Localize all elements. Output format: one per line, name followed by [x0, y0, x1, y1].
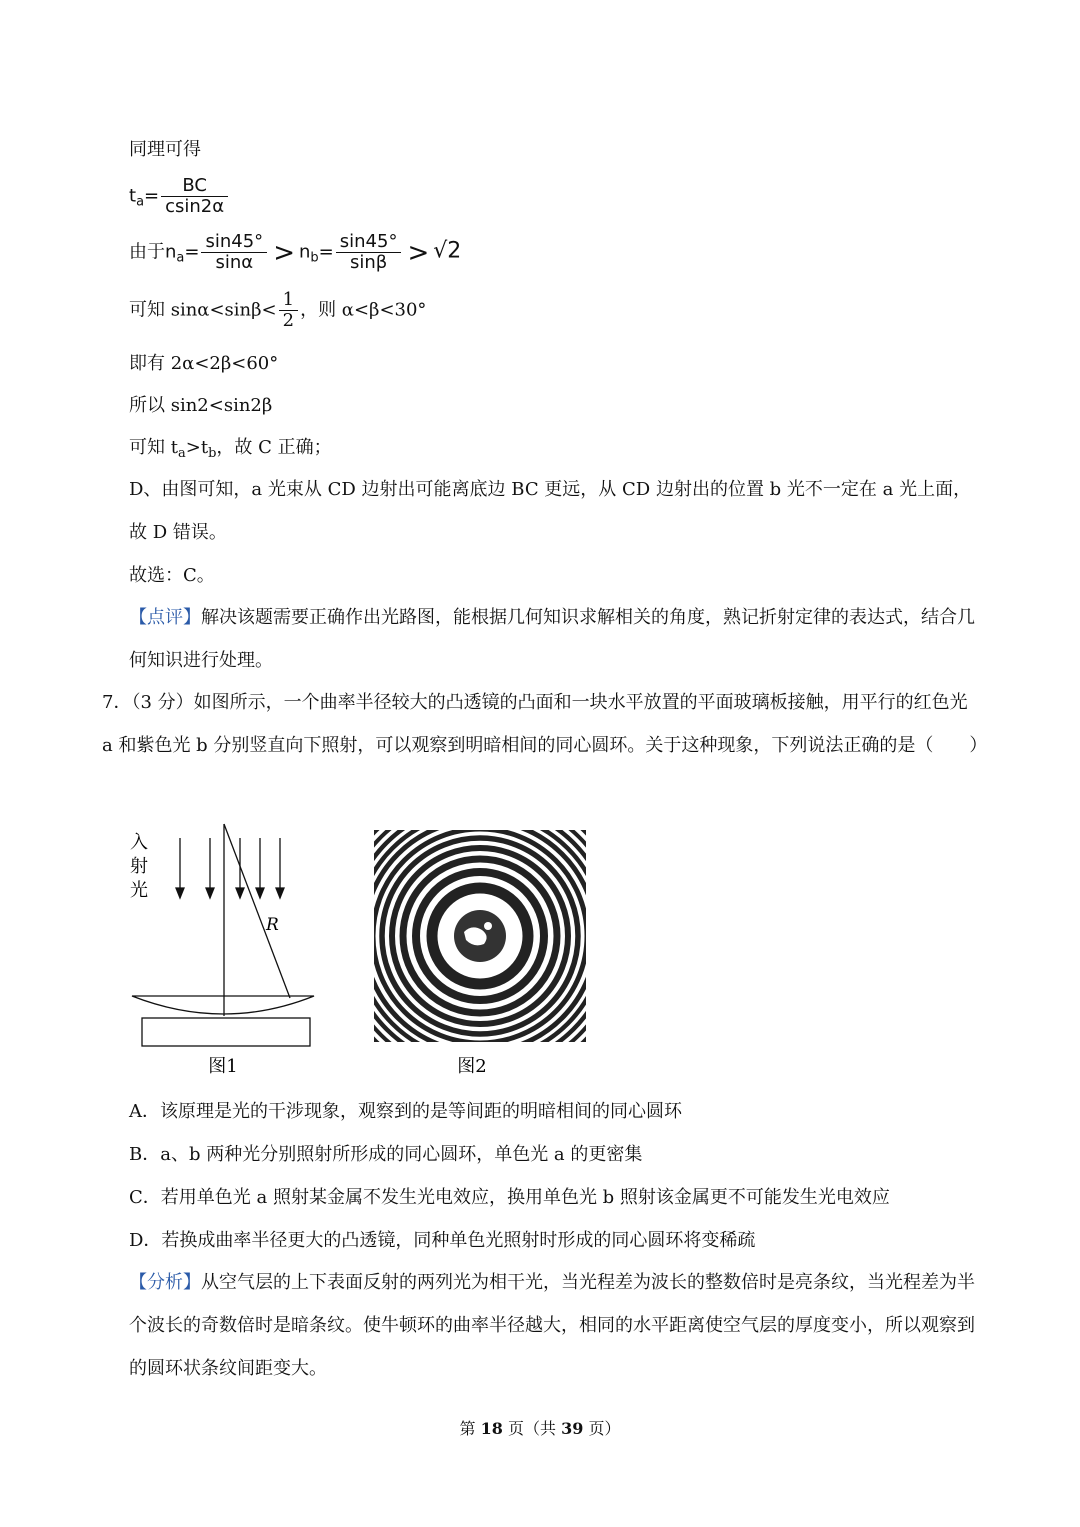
total-page-count: 39 [561, 1419, 584, 1438]
nb-fraction [336, 232, 402, 273]
na-denominator: sinα [215, 252, 254, 273]
figure-2-caption: 图2 [457, 1056, 487, 1077]
ta-symbol: t [129, 185, 137, 207]
incident-arrows [176, 838, 284, 898]
half-denominator: 2 [282, 310, 295, 331]
option-b: B．a、b 两种光分别照射所形成的同心圆环，单色光 a 的更密集 [129, 1144, 643, 1165]
comment-text: 解决该题需要正确作出光路图，能根据几何知识求解相关的角度，熟记折射定律的表达式，结合几何知识进行处理。 [129, 607, 975, 671]
text-line-5: 即有 2α<2β<60° [129, 353, 279, 374]
option-d: D．若换成曲率半径更大的凸透镜，同种单色光照射时形成的同心圆环将变稀疏 [129, 1230, 756, 1251]
page-footer [0, 1416, 1080, 1439]
nb-numerator: sin45° [336, 232, 402, 253]
na-fraction [201, 232, 267, 273]
na-subscript: a [176, 250, 185, 266]
figure-1-caption: 图1 [208, 1056, 238, 1077]
footer-prefix: 第 [459, 1419, 476, 1438]
greater-than-2: > [407, 237, 430, 268]
incident-label-3: 光 [130, 880, 148, 901]
line7-suffix: ，故 C 正确； [216, 437, 332, 458]
half-fraction [279, 290, 298, 331]
line4-suffix: ，则 α<β<30° [300, 299, 427, 321]
comment-paragraph [129, 596, 989, 682]
line7-mid: >t [185, 437, 209, 458]
formula-prefix: 由于 [129, 241, 165, 263]
question-number: 7． [102, 692, 132, 713]
current-page-number: 18 [480, 1419, 503, 1438]
comment-tag: 【点评】 [129, 607, 201, 628]
incident-label-1: 入 [130, 832, 148, 853]
formula-refraction: 由于$n_a=$ $\frac{\sin 45^\circ}{\sin\alpha}$ > $n_b=$ $\frac{\sin 45^\circ}{\sin\beta}$ > √2 [129, 231, 462, 273]
text-line-1: 同理可得 [129, 139, 201, 160]
glass-plate [142, 1018, 310, 1046]
ta-denominator: csin2α [165, 196, 225, 217]
na-numerator: sin45° [201, 232, 267, 253]
analysis-tag: 【分析】 [129, 1272, 201, 1293]
text-line-6: 所以 sin2<sin2β [129, 395, 273, 416]
formula-ta [129, 176, 230, 217]
line7-prefix: 可知 t [129, 437, 178, 458]
ta-equals: = [144, 185, 160, 207]
text-line-4 [129, 290, 426, 331]
question-text: （3 分）如图所示，一个曲率半径较大的凸透镜的凸面和一块水平放置的平面玻璃板接触，用平行的红色光 a 和紫色光 b 分别竖直向下照射，可以观察到明暗相间的同心圆环。关于这种现象，下列说法正确的是（ ） [102, 692, 988, 756]
analysis-text: 从空气层的上下表面反射的两列光为相干光，当光程差为波长的整数倍时是亮条纹，当光程差为半个波长的奇数倍时是暗条纹。使牛顿环的曲率半径越大，相同的水平距离使空气层的厚度变小，所以观察到的圆环状条纹间距变大。 [129, 1272, 975, 1379]
rings-pattern [372, 828, 588, 1080]
question-7 [102, 681, 988, 767]
na-symbol: n [165, 241, 177, 263]
sqrt-two: √2 [433, 238, 462, 264]
incident-label-2: 射 [130, 856, 148, 877]
option-c: C．若用单色光 a 照射某金属不发生光电效应，换用单色光 b 照射该金属更不可能发生光电效应 [129, 1187, 890, 1208]
figure-2-newton-rings [372, 828, 588, 1080]
text-line-9: 故选：C。 [129, 565, 215, 586]
nb-subscript: b [310, 250, 319, 266]
footer-suffix: 页） [588, 1419, 621, 1438]
footer-middle: 页（共 [507, 1419, 556, 1438]
ta-fraction [161, 176, 228, 217]
figure-1-lens-diagram [118, 820, 328, 1080]
nb-denominator: sinβ [349, 252, 388, 273]
line4-prefix: 可知 sinα<sinβ< [129, 299, 277, 321]
text-line-7 [129, 436, 332, 466]
center-speckle-dot [484, 922, 492, 930]
radius-label: R [266, 915, 279, 935]
nb-symbol: n [298, 241, 311, 263]
line7-sub-a: a [177, 446, 186, 461]
line7-sub-b: b [208, 446, 217, 461]
convex-lens [132, 996, 314, 1014]
greater-than-1: > [273, 237, 295, 268]
ta-numerator: BC [161, 176, 228, 197]
half-numerator: 1 [279, 290, 298, 311]
ta-subscript: a [136, 194, 145, 210]
analysis-paragraph [129, 1261, 989, 1390]
text-line-8: D、由图可知，a 光束从 CD 边射出可能离底边 BC 更远，从 CD 边射出的位置 b 光不一定在 a 光上面，故 D 错误。 [129, 479, 972, 543]
option-a: A．该原理是光的干涉现象，观察到的是等间距的明暗相间的同心圆环 [129, 1101, 682, 1122]
